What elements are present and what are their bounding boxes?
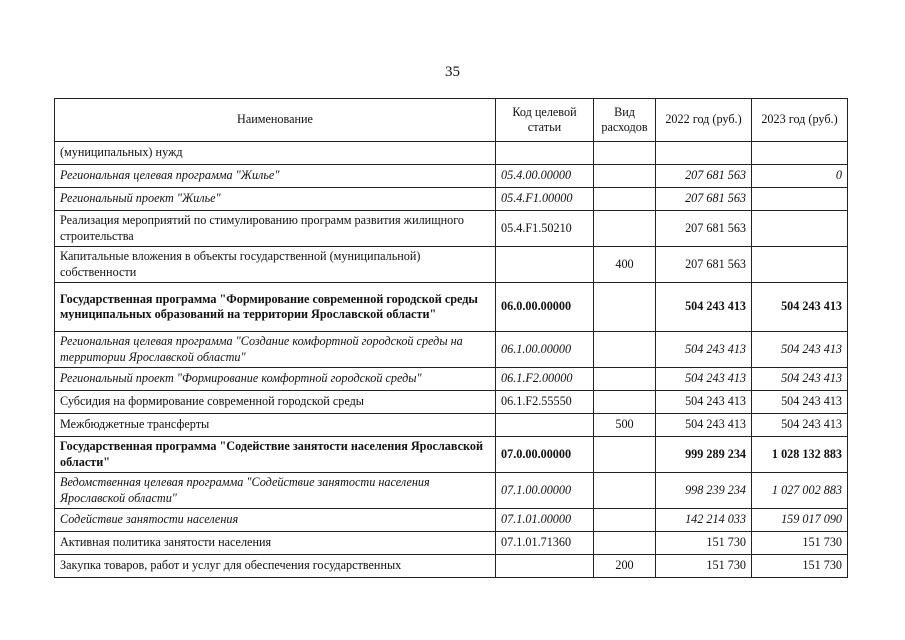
row-expense-type — [594, 509, 656, 532]
row-2023: 1 028 132 883 — [752, 437, 848, 473]
row-2023: 159 017 090 — [752, 509, 848, 532]
header-2022: 2022 год (руб.) — [656, 99, 752, 142]
row-expense-type — [594, 473, 656, 509]
budget-table — [54, 98, 848, 578]
row-name: Региональная целевая программа "Создание комфортной городской среды на территории Ярославской области" — [55, 332, 496, 368]
row-expense-type — [594, 165, 656, 188]
row-code — [496, 555, 594, 578]
row-2023: 151 730 — [752, 532, 848, 555]
row-name: Государственная программа "Формирование современной городской среды муниципальных образований на территории Ярославской области" — [55, 283, 496, 332]
header-expense-type: Вид расходов — [594, 99, 656, 142]
row-expense-type: 400 — [594, 247, 656, 283]
row-2023 — [752, 247, 848, 283]
header-name: Наименование — [55, 99, 496, 142]
row-2023 — [752, 142, 848, 165]
row-2022: 998 239 234 — [656, 473, 752, 509]
row-2022: 999 289 234 — [656, 437, 752, 473]
table-row — [55, 283, 848, 332]
table-row — [55, 532, 848, 555]
table-row — [55, 473, 848, 509]
row-expense-type — [594, 211, 656, 247]
row-name: Региональный проект "Формирование комфортной городской среды" — [55, 368, 496, 391]
table-row — [55, 509, 848, 532]
row-name: Субсидия на формирование современной городской среды — [55, 391, 496, 414]
row-code: 05.4.F1.50210 — [496, 211, 594, 247]
row-code: 07.0.00.00000 — [496, 437, 594, 473]
row-expense-type — [594, 368, 656, 391]
row-2022: 504 243 413 — [656, 332, 752, 368]
row-code — [496, 247, 594, 283]
row-code: 05.4.F1.00000 — [496, 188, 594, 211]
row-2022 — [656, 142, 752, 165]
row-name: Капитальные вложения в объекты государственной (муниципальной) собственности — [55, 247, 496, 283]
row-name: (муниципальных) нужд — [55, 142, 496, 165]
row-2022: 504 243 413 — [656, 391, 752, 414]
table-row — [55, 332, 848, 368]
row-2022: 151 730 — [656, 555, 752, 578]
row-name: Активная политика занятости населения — [55, 532, 496, 555]
row-2022: 207 681 563 — [656, 165, 752, 188]
row-2023 — [752, 211, 848, 247]
header-code: Код целевой статьи — [496, 99, 594, 142]
row-expense-type — [594, 283, 656, 332]
row-2023: 504 243 413 — [752, 414, 848, 437]
row-2023: 1 027 002 883 — [752, 473, 848, 509]
row-name: Закупка товаров, работ и услуг для обеспечения государственных — [55, 555, 496, 578]
table-row — [55, 211, 848, 247]
row-name: Межбюджетные трансферты — [55, 414, 496, 437]
row-expense-type — [594, 532, 656, 555]
row-code: 06.1.F2.55550 — [496, 391, 594, 414]
row-code — [496, 142, 594, 165]
row-2023: 504 243 413 — [752, 283, 848, 332]
table-header-row — [55, 99, 848, 142]
row-name: Региональная целевая программа "Жилье" — [55, 165, 496, 188]
row-code: 06.1.F2.00000 — [496, 368, 594, 391]
row-name: Содействие занятости населения — [55, 509, 496, 532]
table-row — [55, 142, 848, 165]
row-code — [496, 414, 594, 437]
row-2022: 504 243 413 — [656, 283, 752, 332]
table-row — [55, 437, 848, 473]
row-code: 07.1.01.71360 — [496, 532, 594, 555]
table-row — [55, 414, 848, 437]
row-code: 06.0.00.00000 — [496, 283, 594, 332]
page-number: 35 — [445, 64, 460, 80]
row-expense-type: 200 — [594, 555, 656, 578]
row-code: 07.1.00.00000 — [496, 473, 594, 509]
table-row — [55, 188, 848, 211]
table-row — [55, 368, 848, 391]
row-name: Региональный проект "Жилье" — [55, 188, 496, 211]
row-expense-type: 500 — [594, 414, 656, 437]
row-code: 07.1.01.00000 — [496, 509, 594, 532]
row-2023: 151 730 — [752, 555, 848, 578]
row-2023: 0 — [752, 165, 848, 188]
header-2023: 2023 год (руб.) — [752, 99, 848, 142]
table-row — [55, 391, 848, 414]
row-expense-type — [594, 437, 656, 473]
row-2022: 207 681 563 — [656, 188, 752, 211]
table-row — [55, 555, 848, 578]
row-2022: 207 681 563 — [656, 247, 752, 283]
row-2022: 151 730 — [656, 532, 752, 555]
row-2023: 504 243 413 — [752, 332, 848, 368]
row-2022: 207 681 563 — [656, 211, 752, 247]
row-2022: 142 214 033 — [656, 509, 752, 532]
row-name: Ведомственная целевая программа "Содействие занятости населения Ярославской области" — [55, 473, 496, 509]
row-2023: 504 243 413 — [752, 391, 848, 414]
row-expense-type — [594, 332, 656, 368]
row-name: Государственная программа "Содействие занятости населения Ярославской области" — [55, 437, 496, 473]
row-2023: 504 243 413 — [752, 368, 848, 391]
row-code: 06.1.00.00000 — [496, 332, 594, 368]
table-row — [55, 247, 848, 283]
row-2022: 504 243 413 — [656, 368, 752, 391]
row-2023 — [752, 188, 848, 211]
row-2022: 504 243 413 — [656, 414, 752, 437]
row-expense-type — [594, 391, 656, 414]
row-expense-type — [594, 142, 656, 165]
row-code: 05.4.00.00000 — [496, 165, 594, 188]
row-name: Реализация мероприятий по стимулированию программ развития жилищного строительства — [55, 211, 496, 247]
row-expense-type — [594, 188, 656, 211]
table-row — [55, 165, 848, 188]
